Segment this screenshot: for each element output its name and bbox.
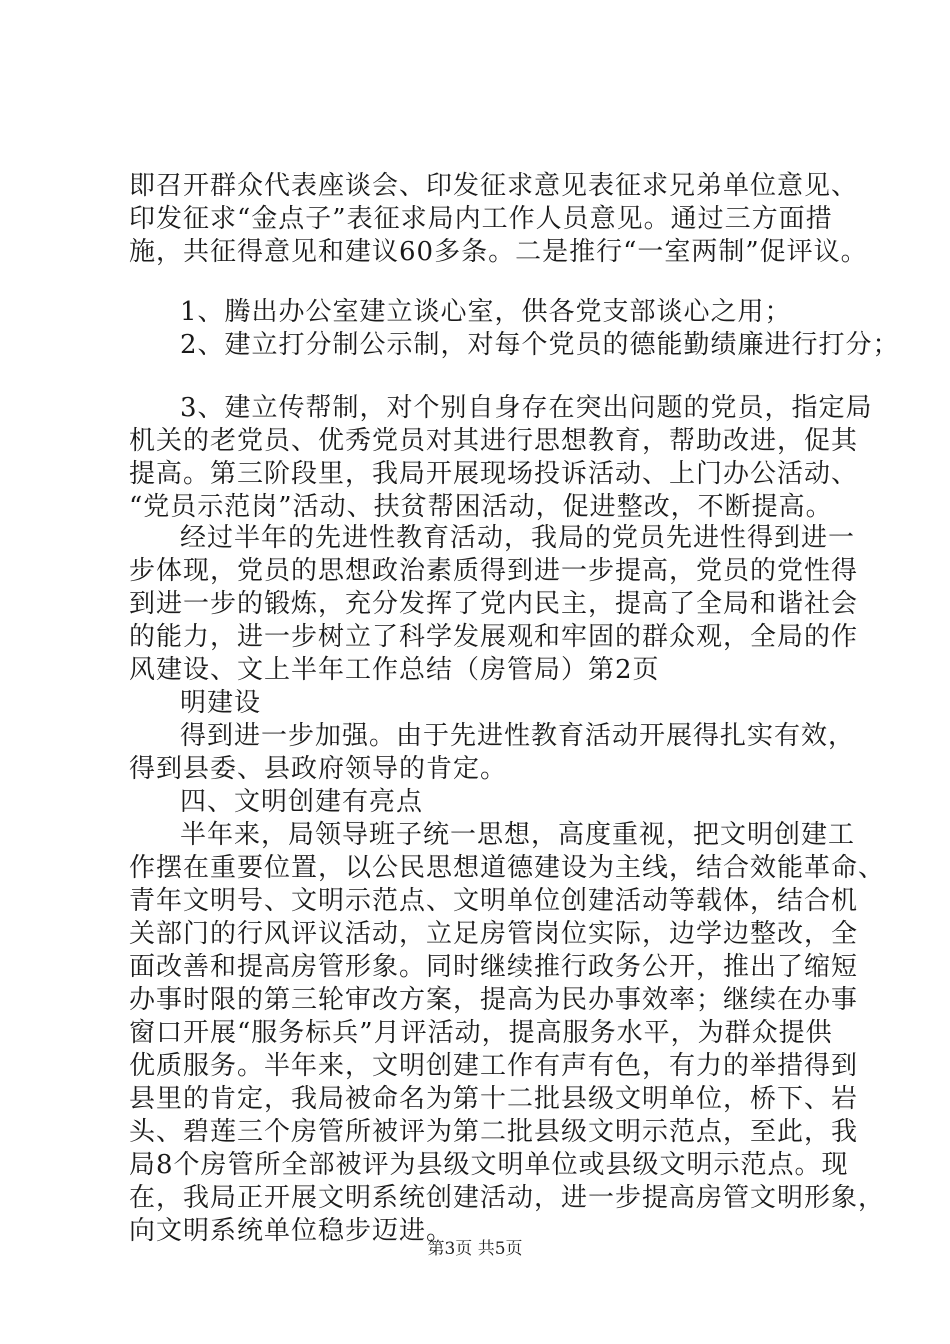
list-item: 3、建立传帮制，对个别自身存在突出问题的党员，指定局 bbox=[180, 393, 873, 423]
text-line: 青年文明号、文明示范点、文明单位创建活动等载体，结合机 bbox=[129, 886, 859, 916]
paragraph-start: 经过半年的先进性教育活动，我局的党员先进性得到进一 bbox=[180, 523, 856, 553]
text-line: 施，共征得意见和建议60多条。二是推行“一室两制”促评议。 bbox=[129, 237, 868, 267]
text-line: 步体现，党员的思想政治素质得到进一步提高，党员的党性得 bbox=[129, 556, 859, 586]
text-line: 即召开群众代表座谈会、印发征求意见表征求兄弟单位意见、 bbox=[129, 171, 859, 201]
list-item: 2、建立打分制公示制，对每个党员的德能勤绩廉进行打分； bbox=[180, 330, 900, 360]
paragraph-start: 半年来，局领导班子统一思想，高度重视，把文明创建工 bbox=[180, 820, 856, 850]
text-line: 得到县委、县政府领导的肯定。 bbox=[129, 754, 508, 784]
text-line: “党员示范岗”活动、扶贫帮困活动，促进整改，不断提高。 bbox=[129, 492, 833, 522]
text-line: 县里的肯定，我局被命名为第十二批县级文明单位，桥下、岩 bbox=[129, 1084, 859, 1114]
text-line: 办事时限的第三轮审改方案，提高为民办事效率；继续在办事 bbox=[129, 985, 859, 1015]
text-line: 作摆在重要位置，以公民思想道德建设为主线，结合效能革命、 bbox=[129, 853, 886, 883]
text-line: 向文明系统单位稳步迈进。 bbox=[129, 1216, 454, 1246]
text-line: 印发征求“金点子”表征求局内工作人员意见。通过三方面措 bbox=[129, 204, 833, 234]
paragraph-start: 得到进一步加强。由于先进性教育活动开展得扎实有效， bbox=[180, 721, 856, 751]
text-line: 明建设 bbox=[180, 688, 262, 718]
text-line: 关部门的行风评议活动，立足房管岗位实际，边学边整改，全 bbox=[129, 919, 859, 949]
text-line: 风建设、文上半年工作总结（房管局）第2页 bbox=[129, 655, 660, 685]
text-line: 优质服务。半年来，文明创建工作有声有色，有力的举措得到 bbox=[129, 1051, 859, 1081]
text-line: 提高。第三阶段里，我局开展现场投诉活动、上门办公活动、 bbox=[129, 459, 859, 489]
text-line: 面改善和提高房管形象。同时继续推行政务公开，推出了缩短 bbox=[129, 952, 859, 982]
text-line: 在，我局正开展文明系统创建活动，进一步提高房管文明形象， bbox=[129, 1183, 886, 1213]
page-footer: 第3页 共5页 bbox=[427, 1239, 523, 1259]
text-line: 的能力，进一步树立了科学发展观和牢固的群众观，全局的作 bbox=[129, 622, 859, 652]
text-line: 机关的老党员、优秀党员对其进行思想教育，帮助改进，促其 bbox=[129, 426, 859, 456]
list-item: 1、腾出办公室建立谈心室，供各党支部谈心之用； bbox=[180, 297, 792, 327]
text-line: 头、碧莲三个房管所被评为第二批县级文明示范点，至此，我 bbox=[129, 1117, 859, 1147]
text-line: 局8个房管所全部被评为县级文明单位或县级文明示范点。现 bbox=[129, 1150, 849, 1180]
section-heading: 四、文明创建有亮点 bbox=[180, 787, 424, 817]
text-line: 到进一步的锻炼，充分发挥了党内民主，提高了全局和谐社会 bbox=[129, 589, 859, 619]
text-line: 窗口开展“服务标兵”月评活动，提高服务水平，为群众提供 bbox=[129, 1018, 833, 1048]
